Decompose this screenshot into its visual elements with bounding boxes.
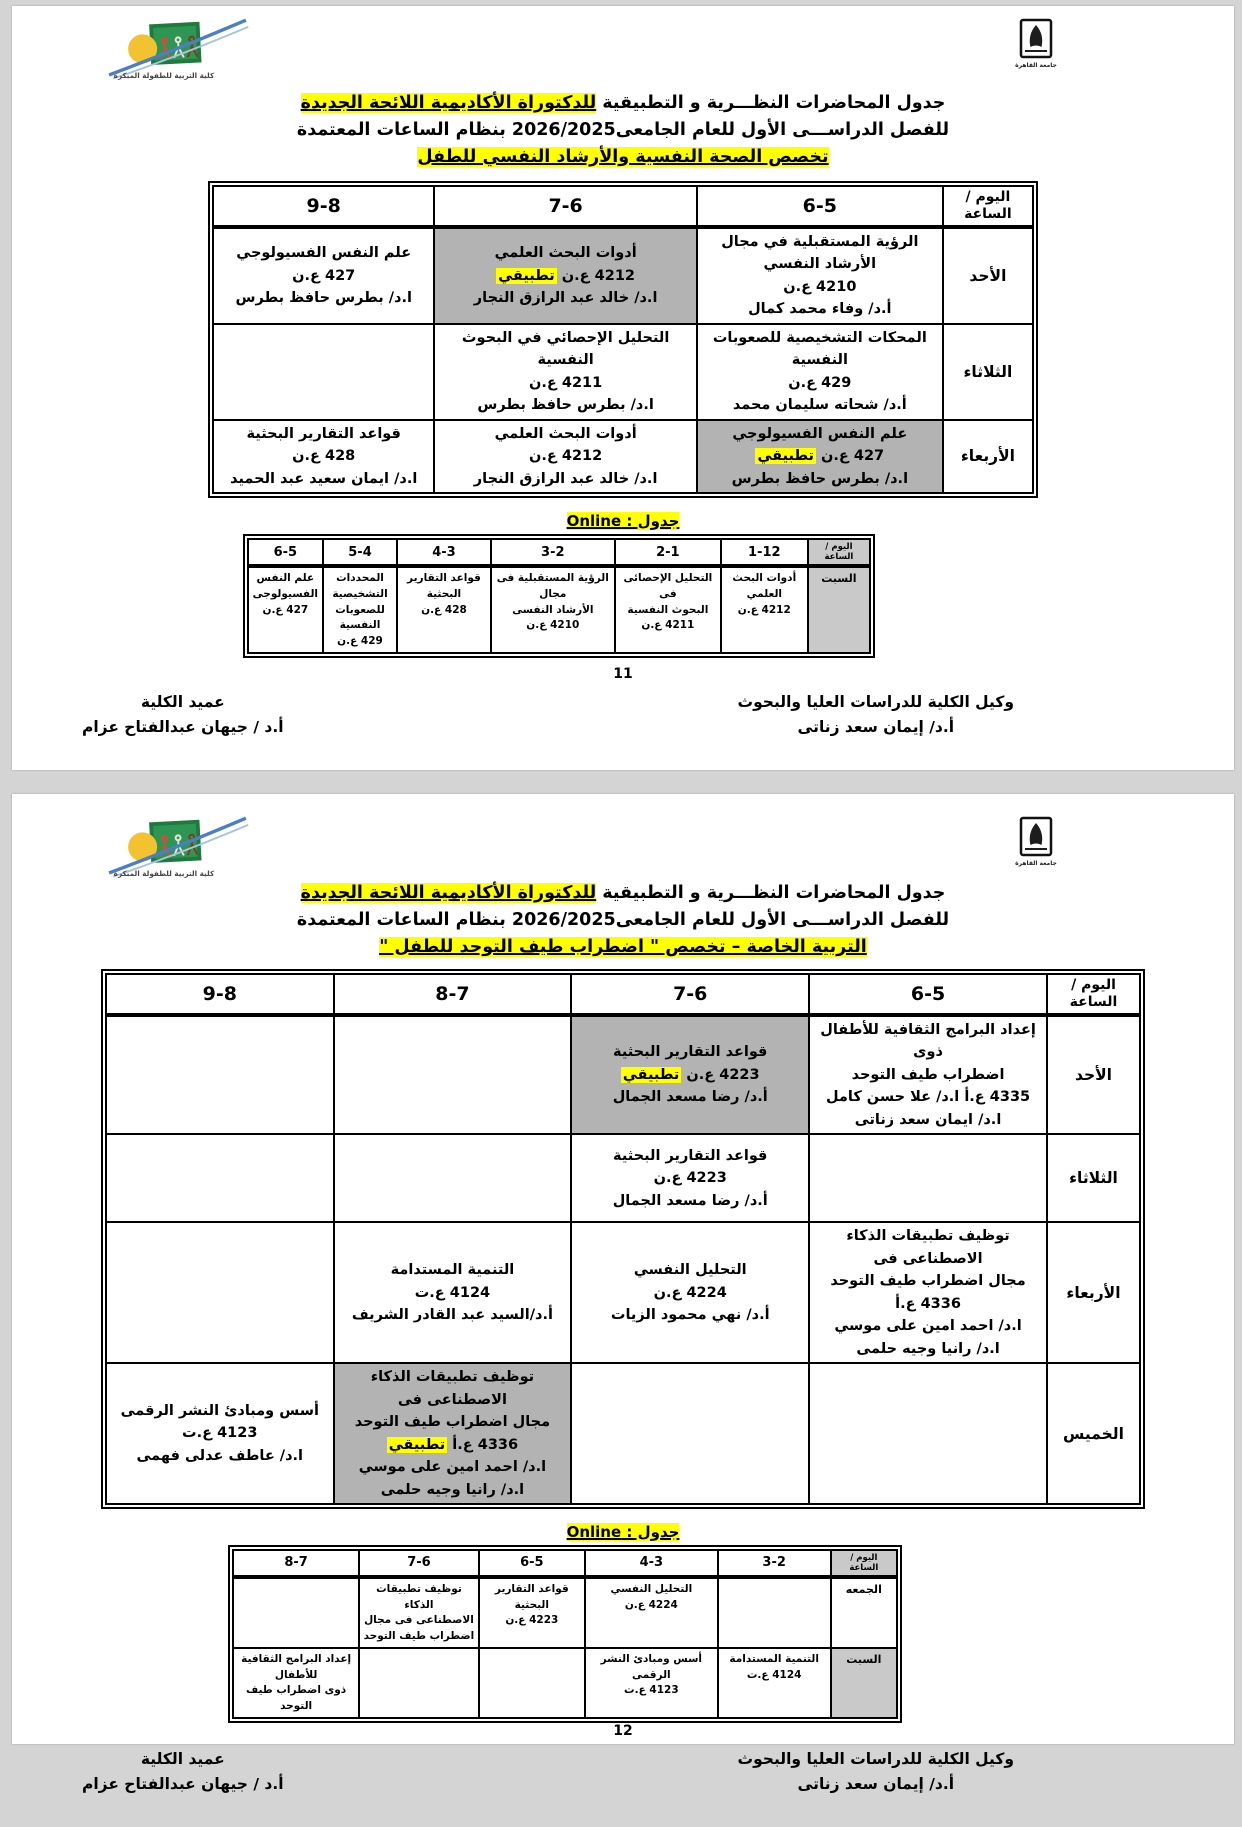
schedule-cell: إعداد البرامج الثقافية للأطفال ذوى اضطراب طيف التوحد 4335 ع.أ ا.د/ علا حسن كامل ا.د/ ايمان سعد زناتى [809, 1015, 1047, 1134]
online-schedule-table [243, 534, 875, 658]
university-logo-caption: جامعة القاهرة [1015, 860, 1057, 867]
schedule-cell: المحكات التشخيصية للصعوبات النفسية 429 ع.ن أ.د/ شحاته سليمان محمد [697, 324, 943, 420]
schedule-cell: توظيف تطبيقات الذكاء الاصطناعى فى مجال اضطراب طيف التوحد 4336 ع.أ ا.د/ احمد امين على موسي ا.د/ رانيا وجيه حلمى [809, 1222, 1047, 1363]
college-logo-caption: كلية التربية للطفولة المبكرة [113, 71, 215, 81]
day-label: السبت [808, 566, 870, 653]
vice-dean-signature: وكيل الكلية للدراسات العليا والبحوث أ.د/ إيمان سعد زناتى [737, 1749, 1014, 1793]
schedule-cell: التحليل النفسي 4224 ع.ن [585, 1577, 718, 1648]
college-logo-caption: كلية التربية للطفولة المبكرة [113, 869, 215, 879]
day-label: الأربعاء [1047, 1222, 1140, 1363]
university-logo [1012, 18, 1060, 70]
day-label: الأحد [1047, 1015, 1140, 1134]
schedule-cell: التنمية المستدامة 4124 ع.ت [718, 1648, 831, 1718]
schedule-cell: علم النفس الفسيولوجي 427 ع.ن تطبيقي ا.د/ بطرس حافظ بطرس [697, 420, 943, 493]
time-slot-header: 4-3 [397, 539, 490, 566]
time-slot-header: 6-5 [248, 539, 323, 566]
signature-footer [12, 1747, 1234, 1827]
title-line: تخصص الصحة النفسية والأرشاد النفسي للطفل [417, 147, 829, 167]
schedule-cell: علم النفس الفسيولوجى 427 ع.ن [248, 566, 323, 653]
time-slot-header: 4-3 [585, 1550, 718, 1577]
time-slot-header: 5-4 [323, 539, 398, 566]
title-line: جدول المحاضرات النظـــرية و التطبيقية للدكتوراة الأكاديمية اللائحة الجديدة [300, 93, 946, 113]
title-line: للفصل الدراســـى الأول للعام الجامعى2026/2025 بنظام الساعات المعتمدة [296, 120, 950, 140]
day-label: الأربعاء [943, 420, 1033, 493]
schedule-cell: توظيف تطبيقات الذكاء الاصطناعى فى مجال اضطراب طيف التوحد 4336 ع.أ تطبيقي ا.د/ احمد امين على موسي ا.د/ رانيا وجيه حلمى [334, 1363, 572, 1504]
time-slot-header: 6-5 [809, 974, 1047, 1015]
page-number: 12 [613, 1722, 633, 1739]
time-slot-header: 7-6 [434, 186, 696, 227]
time-slot-header: 3-2 [718, 1550, 831, 1577]
schedule-cell [718, 1577, 831, 1648]
online-schedule-label: جدول : Online [566, 512, 680, 531]
schedule-cell: التحليل النفسي 4224 ع.ن أ.د/ نهي محمود الزيات [571, 1222, 809, 1363]
online-schedule-block [12, 512, 1234, 658]
page-title [12, 880, 1234, 961]
page-number: 11 [613, 666, 633, 682]
schedule-cell: قواعد التقارير البحثية 4223 ع.ن أ.د/ رضا مسعد الجمال [571, 1134, 809, 1222]
schedule-cell: قواعد التقارير البحثية 428 ع.ن [397, 566, 490, 653]
schedule-cell [809, 1363, 1047, 1504]
schedule-cell: توظيف تطبيقات الذكاء الاصطناعى فى مجال اضطراب طيف التوحد [359, 1577, 479, 1648]
schedule-cell: الرؤية المستقبلية في مجال الأرشاد النفسي 4210 ع.ن أ.د/ وفاء محمد كمال [697, 227, 943, 324]
online-schedule-label: جدول : Online [566, 1522, 680, 1541]
schedule-cell: قواعد التقارير البحثية 428 ع.ن ا.د/ ايمان سعيد عبد الحميد [213, 420, 434, 493]
time-slot-header: 3-2 [491, 539, 615, 566]
time-slot-header: 1-12 [721, 539, 808, 566]
time-slot-header: 9-8 [213, 186, 434, 227]
title-line: التربية الخاصة – تخصص " اضطراب طيف التوحد للطفل " [379, 937, 867, 957]
schedule-cell: أدوات البحث العلمي 4212 ع.ن ا.د/ خالد عبد الرازق النجار [434, 420, 696, 493]
lecture-schedule-table [101, 969, 1145, 1509]
schedule-cell [571, 1363, 809, 1504]
schedule-cell: المحددات التشخيصية للصعوبات النفسية 429 ع.ن [323, 566, 398, 653]
schedule-cell: قواعد التقارير البحثية 4223 ع.ن [479, 1577, 585, 1648]
title-line: جدول المحاضرات النظـــرية و التطبيقية للدكتوراة الأكاديمية اللائحة الجديدة [300, 883, 946, 903]
university-logo-caption: جامعة القاهرة [1015, 62, 1057, 69]
time-slot-header: 7-6 [359, 1550, 479, 1577]
lecture-schedule-table [208, 181, 1038, 498]
schedule-cell: أدوات البحث العلمي 4212 ع.ن تطبيقي ا.د/ خالد عبد الرازق النجار [434, 227, 696, 324]
schedule-cell [334, 1015, 572, 1134]
day-hour-header: اليوم / الساعة [831, 1550, 897, 1577]
schedule-cell: أدوات البحث العلمي 4212 ع.ن [721, 566, 808, 653]
time-slot-header: 6-5 [697, 186, 943, 227]
time-slot-header: 8-7 [233, 1550, 359, 1577]
day-label: الخميس [1047, 1363, 1140, 1504]
schedule-page-1 [12, 6, 1234, 770]
schedule-cell [359, 1648, 479, 1718]
schedule-cell: التنمية المستدامة 4124 ع.ت أ.د/السيد عبد القادر الشريف [334, 1222, 572, 1363]
schedule-cell [213, 324, 434, 420]
online-schedule-table [228, 1545, 902, 1723]
dean-signature: عميد الكلية أ.د / جيهان عبدالفتاح عزام [82, 1749, 284, 1793]
schedule-cell [479, 1648, 585, 1718]
college-logo [100, 18, 255, 82]
day-hour-header: اليوم / الساعة [1047, 974, 1140, 1015]
schedule-page-2 [12, 794, 1234, 1793]
time-slot-header: 8-7 [334, 974, 572, 1015]
university-logo [1012, 816, 1060, 868]
vice-dean-signature: وكيل الكلية للدراسات العليا والبحوث أ.د/ إيمان سعد زناتى [737, 693, 1014, 736]
college-logo [100, 816, 255, 880]
schedule-cell: التحليل الإحصائي في البحوث النفسية 4211 ع.ن ا.د/ بطرس حافظ بطرس [434, 324, 696, 420]
signature-footer [12, 690, 1234, 770]
schedule-cell [106, 1015, 334, 1134]
day-label: السبت [831, 1648, 897, 1718]
schedule-cell [106, 1222, 334, 1363]
dean-signature: عميد الكلية أ.د / جيهان عبدالفتاح عزام [82, 693, 284, 736]
day-hour-header: اليوم / الساعة [808, 539, 870, 566]
page-header [12, 6, 1234, 90]
day-hour-header: اليوم / الساعة [943, 186, 1033, 227]
day-label: الثلاثاء [943, 324, 1033, 420]
time-slot-header: 2-1 [615, 539, 721, 566]
schedule-cell: أسس ومبادئ النشر الرقمى 4123 ع.ت [585, 1648, 718, 1718]
day-label: الأحد [943, 227, 1033, 324]
schedule-cell: التحليل الإحصائى فى البحوث النفسية 4211 ع.ن [615, 566, 721, 653]
schedule-cell: إعداد البرامج الثقافية للأطفال ذوى اضطراب طيف التوحد [233, 1648, 359, 1718]
schedule-cell: قواعد التقارير البحثية 4223 ع.ن تطبيقي أ.د/ رضا مسعد الجمال [571, 1015, 809, 1134]
day-label: الجمعه [831, 1577, 897, 1648]
schedule-cell [233, 1577, 359, 1648]
title-line: للفصل الدراســـى الأول للعام الجامعى2026/2025 بنظام الساعات المعتمدة [296, 910, 950, 930]
time-slot-header: 7-6 [571, 974, 809, 1015]
time-slot-header: 6-5 [479, 1550, 585, 1577]
schedule-cell: علم النفس الفسيولوجي 427 ع.ن ا.د/ بطرس حافظ بطرس [213, 227, 434, 324]
schedule-cell: الرؤية المستقبلية فى مجال الأرشاد النفسى 4210 ع.ن [491, 566, 615, 653]
schedule-cell [334, 1134, 572, 1222]
time-slot-header: 9-8 [106, 974, 334, 1015]
schedule-cell [106, 1134, 334, 1222]
page-title [12, 90, 1234, 171]
day-label: الثلاثاء [1047, 1134, 1140, 1222]
online-schedule-block [12, 1523, 1234, 1723]
schedule-cell: أسس ومبادئ النشر الرقمى 4123 ع.ت ا.د/ عاطف عدلى فهمى [106, 1363, 334, 1504]
page-header [12, 794, 1234, 880]
schedule-cell [809, 1134, 1047, 1222]
